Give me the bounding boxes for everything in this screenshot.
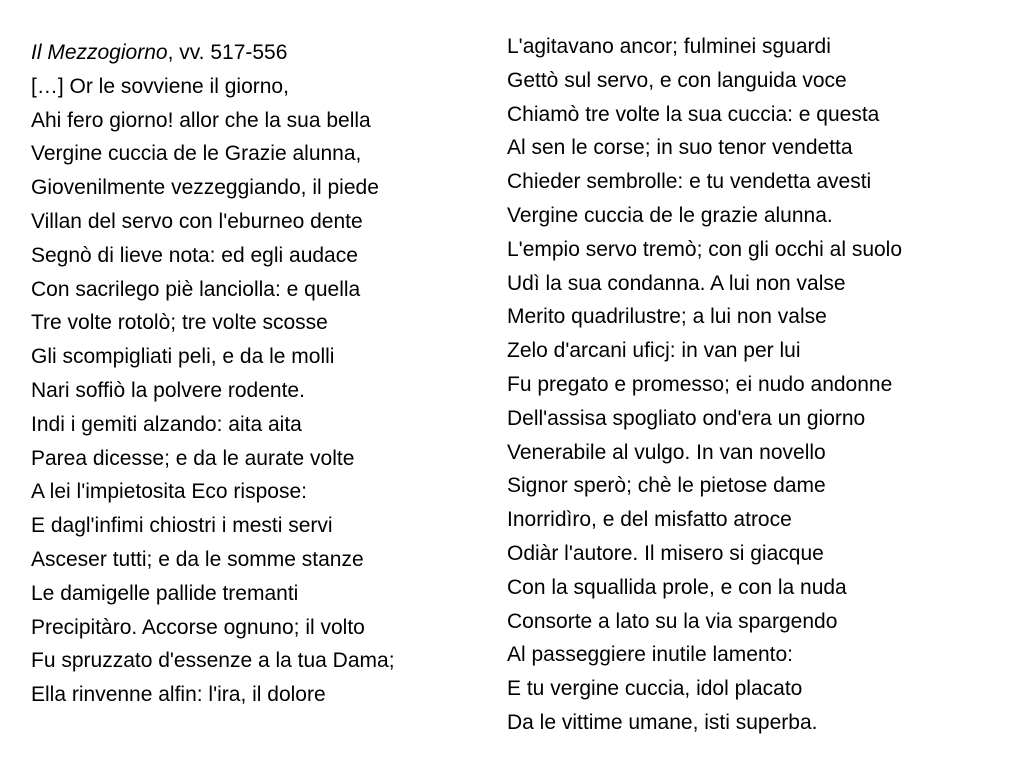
verse-line: Ahi fero giorno! allor che la sua bella — [31, 108, 371, 132]
verse-line: Dell'assisa spogliato ond'era un giorno — [507, 406, 866, 430]
verse-line: E dagl'infimi chiostri i mesti servi — [31, 514, 333, 538]
verse-line: Gli scompigliati peli, e da le molli — [31, 345, 335, 369]
verse-line: Merito quadrilustre; a lui non valse — [507, 305, 827, 329]
verse-line: Villan del servo con l'eburneo dente — [31, 209, 363, 233]
verse-line: L'agitavano ancor; fulminei sguardi — [507, 35, 831, 58]
verse-line: Tre volte rotolò; tre volte scosse — [31, 311, 328, 335]
verse-line: Al sen le corse; in suo tenor vendetta — [507, 136, 853, 160]
right-column — [507, 30, 1017, 740]
verse-line: Vergine cuccia de le Grazie alunna, — [31, 142, 362, 166]
verse-line: Ella rinvenne alfin: l'ira, il dolore — [31, 683, 326, 707]
right-verse-lines — [507, 30, 1017, 740]
verse-line: Udì la sua condanna. A lui non valse — [507, 271, 846, 295]
verse-line: Fu pregato e promesso; ei nudo andonne — [507, 372, 893, 396]
verse-line: A lei l'impietosita Eco rispose: — [31, 480, 307, 504]
verse-line: Segnò di lieve nota: ed egli audace — [31, 243, 358, 267]
poem-heading — [31, 36, 501, 70]
verse-line: Gettò sul servo, e con languida voce — [507, 68, 847, 92]
verse-line: Inorridìro, e del misfatto atroce — [507, 508, 792, 532]
verse-line: Asceser tutti; e da le somme stanze — [31, 547, 364, 571]
left-column — [31, 36, 501, 712]
verse-line: Zelo d'arcani uficj: in van per lui — [507, 339, 801, 363]
verse-line: E tu vergine cuccia, idol placato — [507, 677, 803, 701]
verse-line: Parea dicesse; e da le aurate volte — [31, 446, 355, 470]
verse-line: Da le vittime umane, isti superba. — [507, 710, 818, 734]
verse-line: […] Or le sovviene il giorno, — [31, 74, 289, 98]
verse-line: Al passeggiere inutile lamento: — [507, 643, 794, 667]
verse-line: Fu spruzzato d'essenze a la tua Dama; — [31, 649, 395, 673]
verse-line: Indi i gemiti alzando: aita aita — [31, 412, 302, 436]
verse-line: Con sacrilego piè lanciolla: e quella — [31, 277, 361, 301]
verse-line: Precipitàro. Accorse ognuno; il volto — [31, 615, 365, 639]
verse-line: Chieder sembrolle: e tu vendetta avesti — [507, 170, 872, 194]
verse-line: Le damigelle pallide tremanti — [31, 581, 299, 605]
poem-verse-range: , vv. 517-556 — [167, 41, 288, 64]
left-verse-lines — [31, 70, 501, 712]
verse-line: Consorte a lato su la via spargendo — [507, 609, 838, 633]
verse-line: Con la squallida prole, e con la nuda — [507, 575, 847, 599]
verse-line: Odiàr l'autore. Il misero si giacque — [507, 541, 824, 565]
poem-title: Il Mezzogiorno — [31, 41, 168, 64]
verse-line: Signor sperò; chè le pietose dame — [507, 474, 826, 498]
verse-line: L'empio servo tremò; con gli occhi al suolo — [507, 237, 903, 261]
verse-line: Nari soffiò la polvere rodente. — [31, 378, 305, 402]
verse-line: Vergine cuccia de le grazie alunna. — [507, 203, 833, 227]
verse-line: Giovenilmente vezzeggiando, il piede — [31, 176, 379, 200]
verse-line: Chiamò tre volte la sua cuccia: e questa — [507, 102, 880, 126]
verse-line: Venerabile al vulgo. In van novello — [507, 440, 826, 464]
